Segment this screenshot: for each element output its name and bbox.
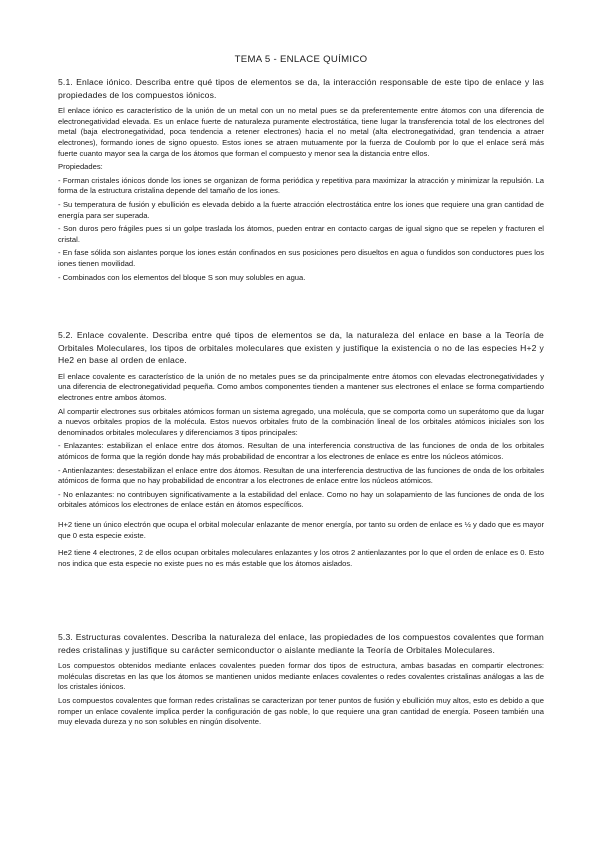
document-page [58,0,544,848]
question-heading: 5.2. Enlace covalente. Describa entre qué tipos de elementos se da, la naturaleza del enlace en base a la Teoría de Orbitales Moleculares, los tipos de orbitales moleculares que existen y justifique la existencia o no de las especies H+2 y He2 en base al orden de enlace. [58,330,544,366]
list-item: - Son duros pero frágiles pues si un golpe traslada los átomos, pueden entrar en contacto cargas de igual signo que se repelen y fracturen el cristal. [58,224,544,244]
list-item: - En fase sólida son aislantes porque los iones están confinados en sus posiciones pero disueltos en agua o fundidos son conductores pues los iones tienen movilidad. [58,248,544,268]
properties-list [58,176,544,283]
section-estructuras-covalentes [58,631,544,731]
list-item: - Enlazantes: estabilizan el enlace entre dos átomos. Resultan de una interferencia constructiva de las funciones de onda de los orbitales atómicos de forma que la región donde hay más probabilidad de encontrar a los electrones de enlace es entre los núcleos atómicos. [58,441,544,461]
section-enlace-ionico [58,76,544,286]
list-item: - No enlazantes: no contribuyen significativamente a la estabilidad del enlace. Como no hay un solapamiento de las funciones de onda de los orbitales atómicos los electrones de enlace están en átomos específicos. [58,489,544,510]
paragraph: Los compuestos covalentes que forman redes cristalinas se caracterizan por tener puntos de fusión y ebullición muy altos, esto es debido a que romper un enlace covalente implica perder la configuración de gas noble, lo que requiere una gran cantidad de energía. Poseen también una muy elevada dureza y no son solubles en ningún disolvente. [58,695,544,727]
question-heading: 5.1. Enlace iónico. Describa entre qué tipos de elementos se da, la interacción responsable de este tipo de enlace y las propiedades de los compuestos iónicos. [58,77,544,100]
paragraph: He2 tiene 4 electrones, 2 de ellos ocupan orbitales moleculares enlazantes y los otros 2 antienlazantes por lo que el orden de enlace es 0. Esto nos indica que esta especie no existe pues no es más estable que los átomos aislados. [58,548,544,568]
section-enlace-covalente [58,329,544,572]
paragraph: Al compartir electrones sus orbitales atómicos forman un sistema agregado, una molécula, que se comporta como un superátomo que da lugar a nuevos orbitales propios de la molécula. Estos nuevos orbitales fruto de la combinación lineal de los orbitales atómicos iniciales son los denominados orbitales moleculares y diferenciamos 3 tipos principales: [58,406,544,437]
list-item: - Combinados con los elementos del bloque S son muy solubles en agua. [58,272,306,282]
document-title: TEMA 5 - ENLACE QUÍMICO [234,54,368,65]
paragraph: El enlace covalente es característico de la unión de no metales pues se da principalmente entre átomos con elevadas electronegatividades y una diferencia de electronegatividad pequeña. Como ambos componentes tienden a mantener sus electrones el enlace se forma compartiendo electrones entre ambos átomos. [58,371,544,402]
question-heading: 5.3. Estructuras covalentes. Describa la naturaleza del enlace, las propiedades de los compuestos covalentes que forman redes cristalinas y justifique su carácter semiconductor o aislante mediante la Teoría de Orbitales Moleculares. [58,632,544,655]
properties-label: Propiedades: [58,162,103,172]
list-item: - Forman cristales iónicos donde los iones se organizan de forma periódica y repetitiva para maximizar la atracción y minimizar la repulsión. La forma de la estructura cristalina depende del tamaño de los iones. [58,175,544,196]
orbital-types-list [58,441,544,511]
list-item: - Su temperatura de fusión y ebullición es elevada debido a la fuerte atracción electrostática entre los iones que requiere una gran cantidad de energía para ser superada. [58,199,544,220]
list-item: - Antienlazantes: desestabilizan el enlace entre dos átomos. Resultan de una interferencia destructiva de las funciones de onda de los orbitales atómicos de forma que no hay probabilidad de encontrar a los electrones de enlace entre los núcleos atómicos. [58,465,544,486]
paragraph: El enlace iónico es característico de la unión de un metal con un no metal pues se da preferentemente entre átomos con una diferencia de electronegatividad elevada. Es un enlace fuerte de naturaleza puramente electrostática, tiene lugar la transferencia total de los electrones del metal (baja electronegatividad, poca tendencia a retener electrones) hacia el no metal (alta electronegatividad, gran tendencia a atraer electrones), formando iones de signo opuesto. Estos iones se atraen mutuamente por la fuerza de Coulomb por lo que el enlace será más fuerte cuanto mayor sea la carga de los átomos que forman el compuesto y menor sea la distancia entre ellos. [58,106,544,158]
paragraph: H+2 tiene un único electrón que ocupa el orbital molecular enlazante de menor energía, por tanto su orden de enlace es ½ y dado que es mayor que 0 esta especie existe. [58,519,544,540]
paragraph: Los compuestos obtenidos mediante enlaces covalentes pueden formar dos tipos de estructura, ambas basadas en compartir electrones: moléculas discretas en las que los átomos se mantienen unidos mediante enlaces covalentes o redes covalentes cristalinas análogas a las de los cristales iónicos. [58,661,544,692]
